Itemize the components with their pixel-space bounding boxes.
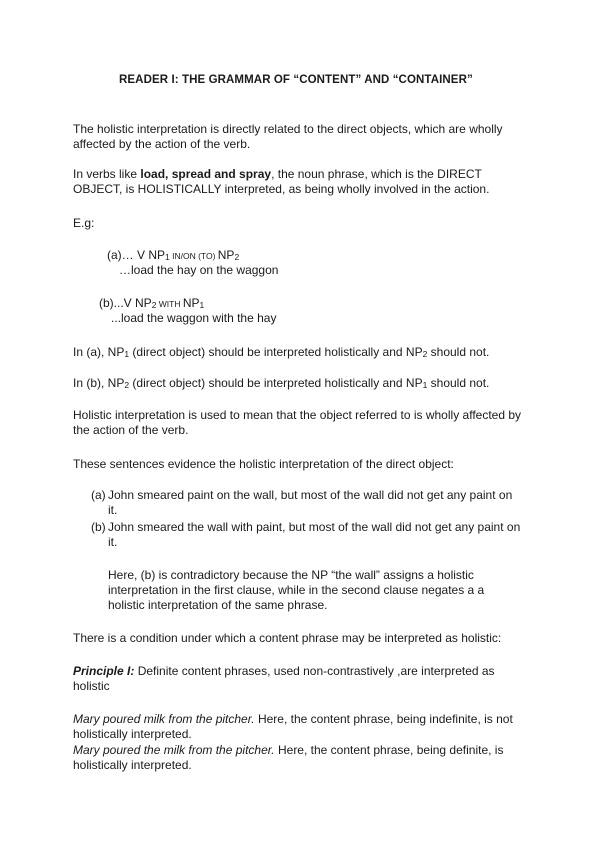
preposition-smallcaps: IN/ON (TO) — [169, 251, 218, 261]
text-run: Definite content phrases, used non-contrastively ,are interpreted as — [134, 664, 495, 678]
paragraph-line: affected by the action of the verb. — [73, 137, 251, 151]
subscript: 1 — [422, 380, 428, 390]
note-line: Here, (b) is contradictory because the NP “the wall” assigns a holistic — [108, 568, 474, 582]
subscript: 1 — [165, 252, 170, 262]
list-item-marker: (b) — [91, 520, 106, 534]
example-line — [73, 743, 503, 758]
subscript: 1 — [199, 300, 205, 310]
text-run: In (a), NP — [73, 345, 125, 359]
text-run: NP — [217, 248, 235, 262]
paragraph-line — [73, 345, 489, 361]
principle-line — [73, 664, 495, 679]
list-item-text: it. — [108, 503, 118, 517]
principle-label: Principle I: — [73, 664, 135, 678]
text-run: (b)...V NP — [99, 296, 152, 310]
note-line: holistic interpretation of the same phrase. — [108, 598, 328, 612]
paragraph-line: These sentences evidence the holistic interpretation of the direct object: — [73, 457, 454, 471]
paragraph-line: the action of the verb. — [73, 423, 189, 437]
example-line — [73, 712, 513, 727]
text-run: should not. — [427, 345, 490, 359]
example-a-pattern — [107, 248, 239, 264]
text-run: (direct object) should be interpreted holistically and NP — [129, 345, 423, 359]
paragraph-line: Holistic interpretation is used to mean that the object referred to is wholly affected by — [73, 408, 522, 422]
paragraph-line — [73, 167, 482, 182]
paragraph-line: The holistic interpretation is directly related to the direct objects, which are wholly — [73, 122, 503, 136]
text-run: In verbs like — [73, 167, 141, 181]
page-title: READER I: THE GRAMMAR OF “CONTENT” AND “CONTAINER” — [119, 74, 473, 86]
subscript: 2 — [422, 349, 428, 359]
list-item-text: John smeared paint on the wall, but most of the wall did not get any paint on — [108, 488, 513, 502]
example-b-sentence: ...load the waggon with the hay — [111, 311, 277, 325]
example-line: holistically interpreted. — [73, 727, 192, 741]
bold-verbs: load, spread and spray — [140, 167, 272, 181]
list-item-text: it. — [108, 535, 118, 549]
example-line: holistically interpreted. — [73, 758, 192, 772]
paragraph-line — [73, 376, 489, 392]
subscript: 2 — [234, 252, 240, 262]
subscript: 1 — [124, 349, 130, 359]
text-run: NP — [182, 296, 200, 310]
paragraph-line: OBJECT, is HOLISTICALLY interpreted, as being wholly involved in the action. — [73, 182, 490, 196]
preposition-smallcaps: WITH — [156, 299, 183, 309]
list-item-marker: (a) — [91, 488, 106, 502]
text-run: In (b), NP — [73, 376, 125, 390]
subscript: 2 — [151, 300, 157, 310]
principle-line: holistic — [73, 679, 110, 693]
italic-example: Mary poured milk from the pitcher. — [73, 712, 255, 726]
subscript: 2 — [124, 380, 130, 390]
text-run: , the noun phrase, which is the DIRECT — [271, 167, 482, 181]
text-run: (direct object) should be interpreted holistically and NP — [129, 376, 423, 390]
example-a-sentence: …load the hay on the waggon — [119, 263, 279, 277]
note-line: interpretation in the first clause, while in the second clause negates a a — [108, 583, 485, 597]
italic-example: Mary poured the milk from the pitcher. — [73, 743, 275, 757]
eg-label: E.g: — [73, 216, 95, 230]
text-run: Here, the content phrase, being definite, is — [274, 743, 504, 757]
paragraph-line: There is a condition under which a content phrase may be interpreted as holistic: — [73, 631, 502, 645]
example-b-pattern — [99, 296, 204, 312]
text-run: (a)… V NP — [107, 248, 166, 262]
text-run: should not. — [427, 376, 490, 390]
text-run: Here, the content phrase, being indefinite, is not — [254, 712, 513, 726]
list-item-text: John smeared the wall with paint, but most of the wall did not get any paint on — [108, 520, 521, 534]
